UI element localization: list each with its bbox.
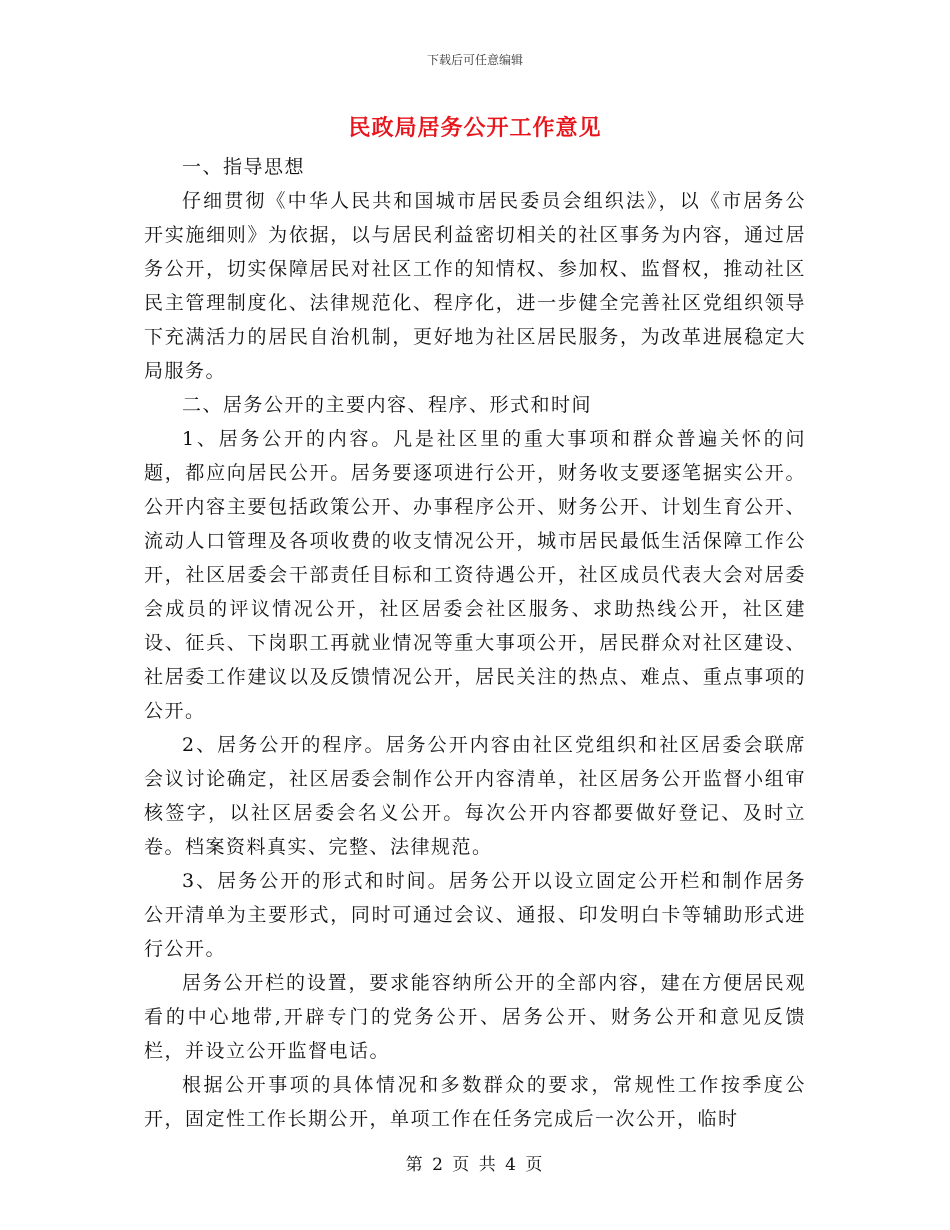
section-heading-guiding-thought: 一、指导思想 <box>182 156 306 178</box>
page-number: 第 2 页 共 4 页 <box>405 1155 545 1175</box>
page-header-note: 下载后可任意编辑 <box>426 53 523 67</box>
section-heading-main-content: 二、居务公开的主要内容、程序、形式和时间 <box>182 394 593 416</box>
paragraph-disclosure-procedure: 2、居务公开的程序。居务公开内容由社区党组织和社区居委会联席会议讨论确定，社区居委会制作公开内容清单，社区居务公开监督小组审核签字，以社区居委会名义公开。每次公开内容都要做好登记、及时立卷。档案资料真实、完整、法律规范。 <box>144 734 806 858</box>
paragraph-guiding-thought: 仔细贯彻《中华人民共和国城市居民委员会组织法》，以《市居务公开实施细则》为依据，以与居民利益密切相关的社区事务为内容，通过居务公开，切实保障居民对社区工作的知情权、参加权、监督权，推动社区民主管理制度化、法律规范化、程序化，进一步健全完善社区党组织领导下充满活力的居民自治机制，更好地为社区居民服务，为改革进展稳定大局服务。 <box>144 190 806 382</box>
paragraph-disclosure-timing: 根据公开事项的具体情况和多数群众的要求，常规性工作按季度公开，固定性工作长期公开，单项工作在任务完成后一次公开，临时 <box>144 1074 806 1130</box>
paragraph-disclosure-form: 3、居务公开的形式和时间。居务公开以设立固定公开栏和制作居务公开清单为主要形式，同时可通过会议、通报、印发明白卡等辅助形式进行公开。 <box>144 870 806 960</box>
document-title: 民政局居务公开工作意见 <box>348 115 602 141</box>
paragraph-disclosure-content: 1、居务公开的内容。凡是社区里的重大事项和群众普遍关怀的问题，都应向居民公开。居务要逐项进行公开，财务收支要逐笔据实公开。公开内容主要包括政策公开、办事程序公开、财务公开、计划生育公开、流动人口管理及各项收费的收支情况公开，城市居民最低生活保障工作公开，社区居委会干部责任目标和工资待遇公开，社区成员代表大会对居委会成员的评议情况公开，社区居委会社区服务、求助热线公开，社区建设、征兵、下岗职工再就业情况等重大事项公开，居民群众对社区建设、社居委工作建议以及反馈情况公开，居民关注的热点、难点、重点事项的公开。 <box>144 428 806 722</box>
paragraph-disclosure-board: 居务公开栏的设置，要求能容纳所公开的全部内容，建在方便居民观看的中心地带,开辟专门的党务公开、居务公开、财务公开和意见反馈栏，并设立公开监督电话。 <box>144 972 806 1062</box>
document-body <box>144 150 806 1136</box>
